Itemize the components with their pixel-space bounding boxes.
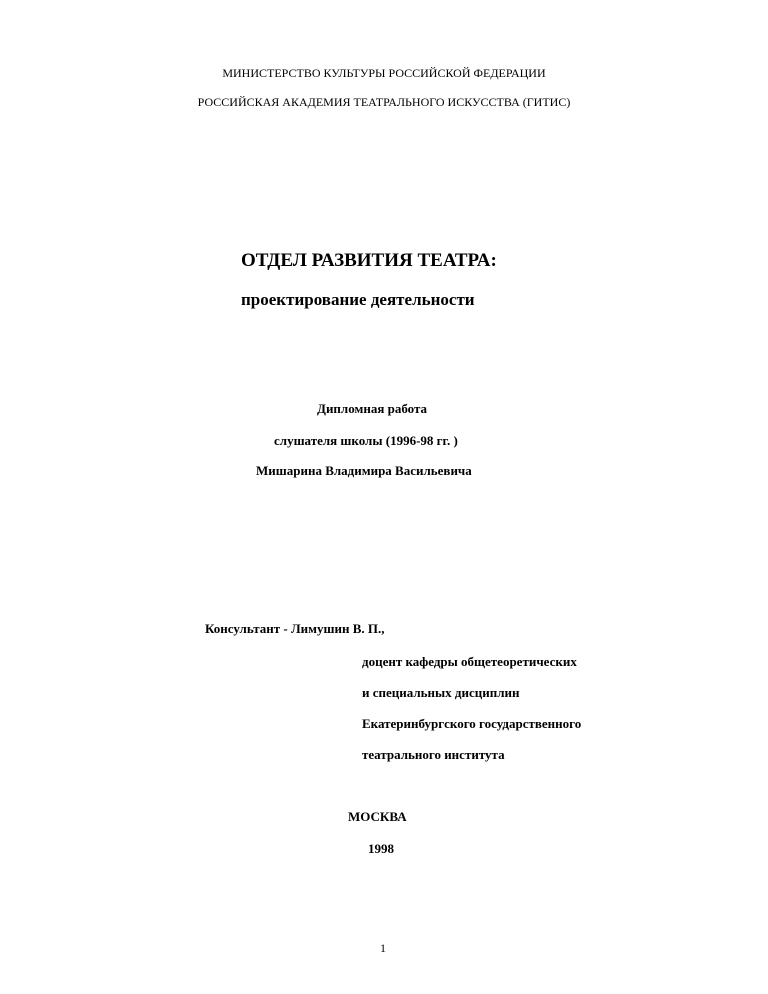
student-line: слушателя школы (1996-98 гг. ) [274,433,458,448]
consultant-detail: доцент кафедры общетеоретических [362,654,577,669]
year: 1998 [368,841,394,856]
author-name: Мишарина Владимира Васильевича [256,463,472,478]
document-title: ОТДЕЛ РАЗВИТИЯ ТЕАТРА: [241,250,497,271]
consultant-detail: театрального института [362,747,505,762]
ministry-heading: МИНИСТЕРСТВО КУЛЬТУРЫ РОССИЙСКОЙ ФЕДЕРАЦИИ [222,66,546,80]
academy-heading: РОССИЙСКАЯ АКАДЕМИЯ ТЕАТРАЛЬНОГО ИСКУССТВА (ГИТИС) [197,95,571,109]
city: МОСКВА [348,809,407,824]
page-number: 1 [380,941,386,955]
consultant-detail: Екатеринбургского государственного [362,716,582,731]
document-subtitle: проектирование деятельности [241,290,475,309]
work-type: Дипломная работа [317,401,428,416]
consultant-line: Консультант - Лимушин В. П., [205,621,385,636]
consultant-detail: и специальных дисциплин [362,685,520,700]
